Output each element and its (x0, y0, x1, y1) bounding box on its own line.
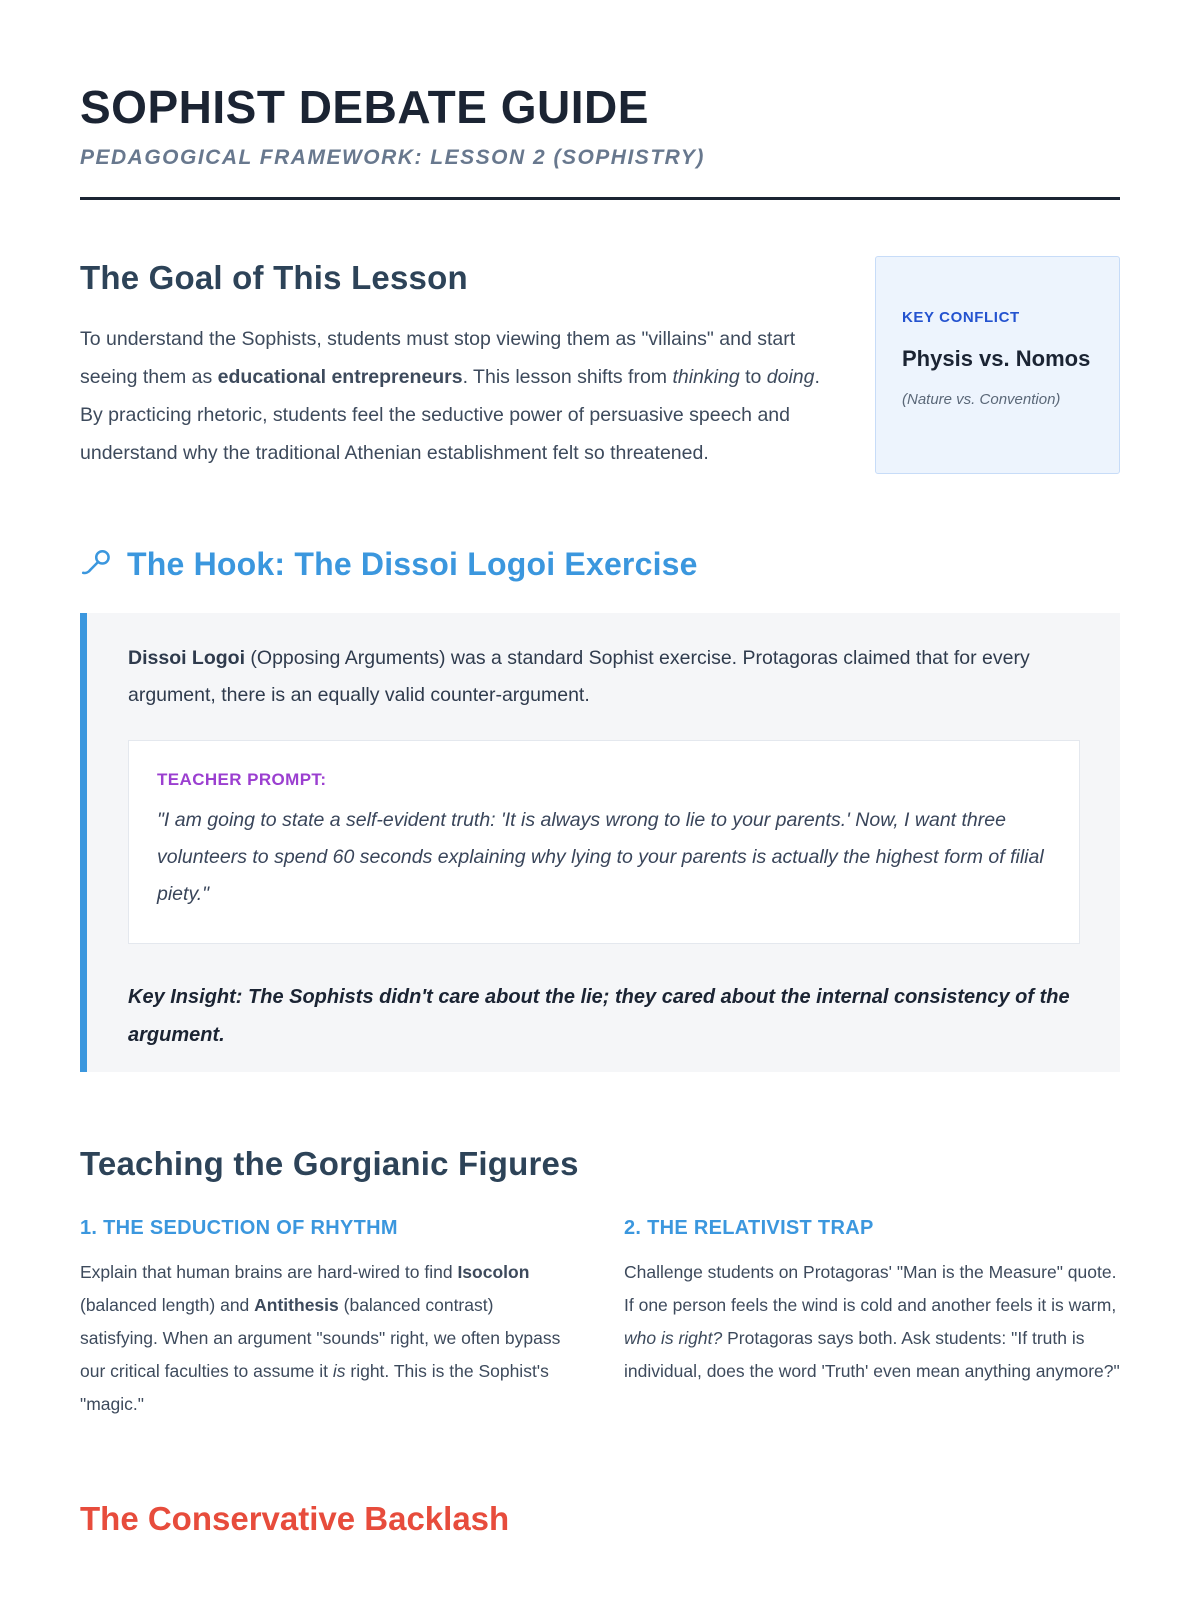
gorgianic-grid (80, 1216, 1120, 1421)
hook-intro: Dissoi Logoi (Opposing Arguments) was a standard Sophist exercise. Protagoras claimed that for every argument, there is an equally valid counter-argument. (128, 646, 1030, 706)
column-paragraph: Explain that human brains are hard-wired to find Isocolon (balanced length) and Antithesis (balanced contrast) satisfying. When an argument "sounds" right, we often bypass our critical faculties to assume it is right. This is the Sophist's "magic." (80, 1261, 561, 1414)
microphone-icon (80, 548, 112, 580)
column-paragraph: Challenge students on Protagoras' "Man is the Measure" quote. If one person feels the wind is cold and another feels it is warm, who is right? Protagoras says both. Ask students: "If truth is individual, does the word 'Truth' even mean anything anymore?" (624, 1261, 1120, 1381)
column-seduction-of-rhythm (80, 1216, 576, 1421)
hook-section (80, 546, 1120, 1072)
key-conflict-label: KEY CONFLICT (902, 308, 1020, 326)
key-conflict-note: (Nature vs. Convention) (902, 390, 1061, 408)
page-subtitle: PEDAGOGICAL FRAMEWORK: LESSON 2 (SOPHISTRY) (80, 145, 705, 169)
teacher-prompt-card (128, 740, 1080, 944)
header-divider (80, 197, 1120, 200)
key-conflict-card (875, 256, 1120, 474)
goal-heading: The Goal of This Lesson (80, 258, 468, 296)
hook-panel (80, 613, 1120, 1072)
key-conflict-title: Physis vs. Nomos (902, 345, 1091, 371)
column-heading: 1. THE SEDUCTION OF RHYTHM (80, 1216, 398, 1239)
gorgianic-heading: Teaching the Gorgianic Figures (80, 1144, 579, 1182)
backlash-heading: The Conservative Backlash (80, 1499, 510, 1537)
goal-text-column (80, 258, 835, 472)
page-title: SOPHIST DEBATE GUIDE (80, 81, 649, 133)
teacher-prompt-label: TEACHER PROMPT: (157, 769, 327, 789)
teacher-prompt-quote: "I am going to state a self-evident truth: 'It is always wrong to lie to your parents.' Now, I want three volunteers to spend 60 seconds explaining why lying to your parents is actually the highest form of filial piety." (157, 808, 1044, 905)
hook-heading-row (80, 546, 1120, 583)
column-relativist-trap (624, 1216, 1120, 1421)
column-heading: 2. THE RELATIVIST TRAP (624, 1216, 874, 1239)
hook-heading: The Hook: The Dissoi Logoi Exercise (127, 545, 698, 582)
goal-paragraph: To understand the Sophists, students must stop viewing them as "villains" and start seeing them as educational entrepreneurs. This lesson shifts from thinking to doing. By practicing rhetoric, students feel the seductive power of persuasive speech and understand why the traditional Athenian establishment felt so threatened. (80, 327, 820, 464)
gorgianic-section (80, 1144, 1120, 1421)
goal-section (80, 258, 1120, 474)
key-insight: Key Insight: The Sophists didn't care about the lie; they cared about the internal consistency of the argument. (128, 985, 1070, 1046)
